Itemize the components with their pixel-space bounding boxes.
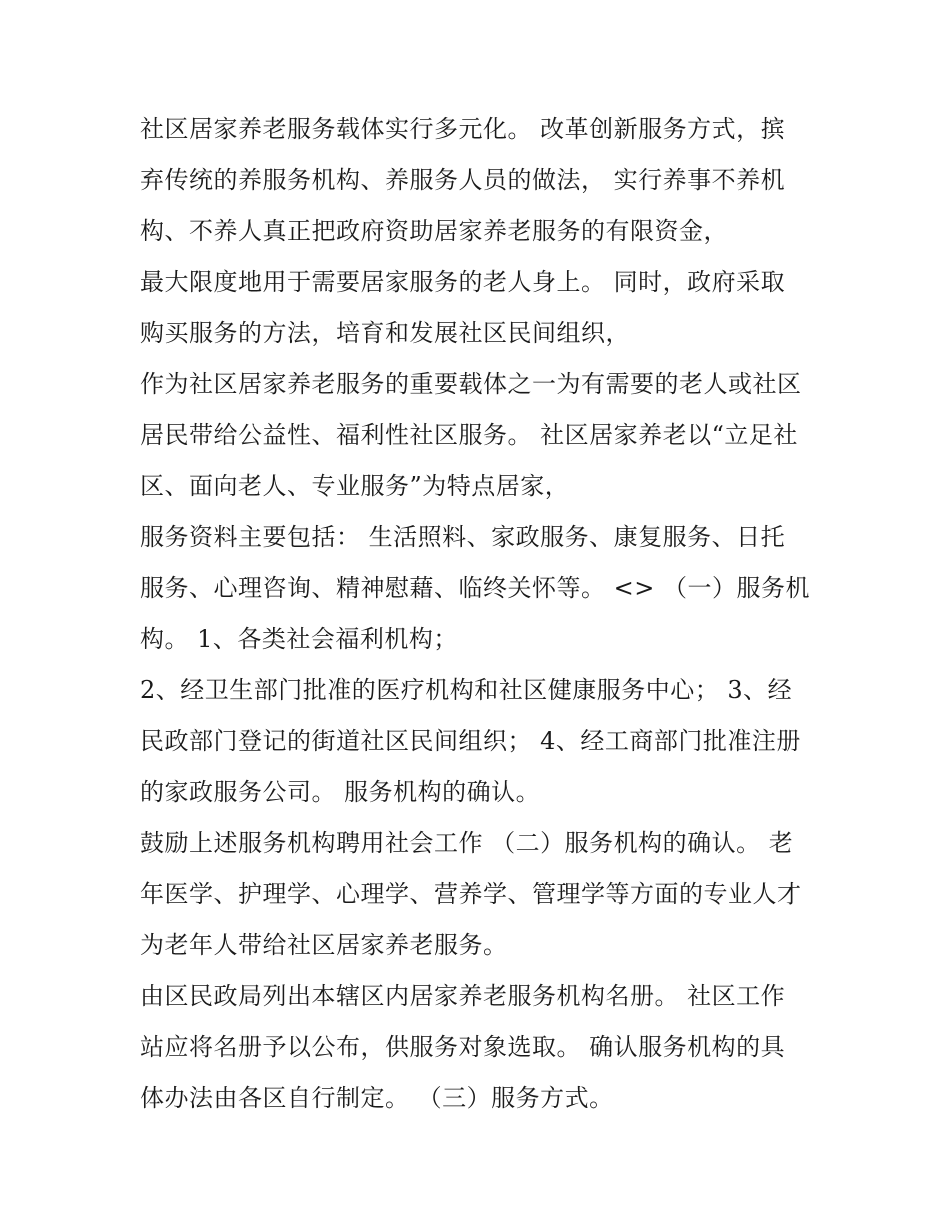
text-line: 民政部门登记的街道社区民间组织； 4、经工商部门批准注册 xyxy=(140,727,801,755)
text-line: 为老年人带给社区居家养老服务。 xyxy=(140,931,508,959)
text-line: 站应将名册予以公布，供服务对象选取。 确认服务机构的具 xyxy=(140,1033,786,1061)
text-line: 2、经卫生部门批准的医疗机构和社区健康服务中心； 3、经 xyxy=(140,676,793,704)
text-line: 鼓励上述服务机构聘用社会工作 （二）服务机构的确认。 老 xyxy=(140,829,794,857)
text-line: 服务资料主要包括： 生活照料、家政服务、康复服务、日托 xyxy=(140,523,786,551)
text-line: 服务、心理咨询、精神慰藉、临终关怀等。 <> （一）服务机 xyxy=(140,574,810,602)
document-body xyxy=(140,104,820,1124)
text-line: 最大限度地用于需要居家服务的老人身上。 同时，政府采取 xyxy=(140,268,786,296)
text-line: 居民带给公益性、福利性社区服务。 社区居家养老以“立足社 xyxy=(140,421,798,449)
text-line: 构、不养人真正把政府资助居家养老服务的有限资金， xyxy=(140,217,728,245)
text-line: 的家政服务公司。 服务机构的确认。 xyxy=(140,778,541,806)
text-line: 体办法由各区自行制定。 （三）服务方式。 xyxy=(140,1084,614,1112)
text-line: 由区民政局列出本辖区内居家养老服务机构名册。 社区工作 xyxy=(140,982,786,1010)
text-line: 构。 1、各类社会福利机构； xyxy=(140,625,458,653)
text-line: 年医学、护理学、心理学、营养学、管理学等方面的专业人才 xyxy=(140,880,802,908)
text-line: 社区居家养老服务载体实行多元化。 改革创新服务方式，摈 xyxy=(140,115,786,143)
text-line: 购买服务的方法，培育和发展社区民间组织， xyxy=(140,319,630,347)
text-line: 弃传统的养服务机构、养服务人员的做法， 实行养事不养机 xyxy=(140,166,786,194)
text-line: 作为社区居家养老服务的重要载体之一为有需要的老人或社区 xyxy=(140,370,802,398)
text-line: 区、面向老人、专业服务”为特点居家， xyxy=(140,472,570,500)
